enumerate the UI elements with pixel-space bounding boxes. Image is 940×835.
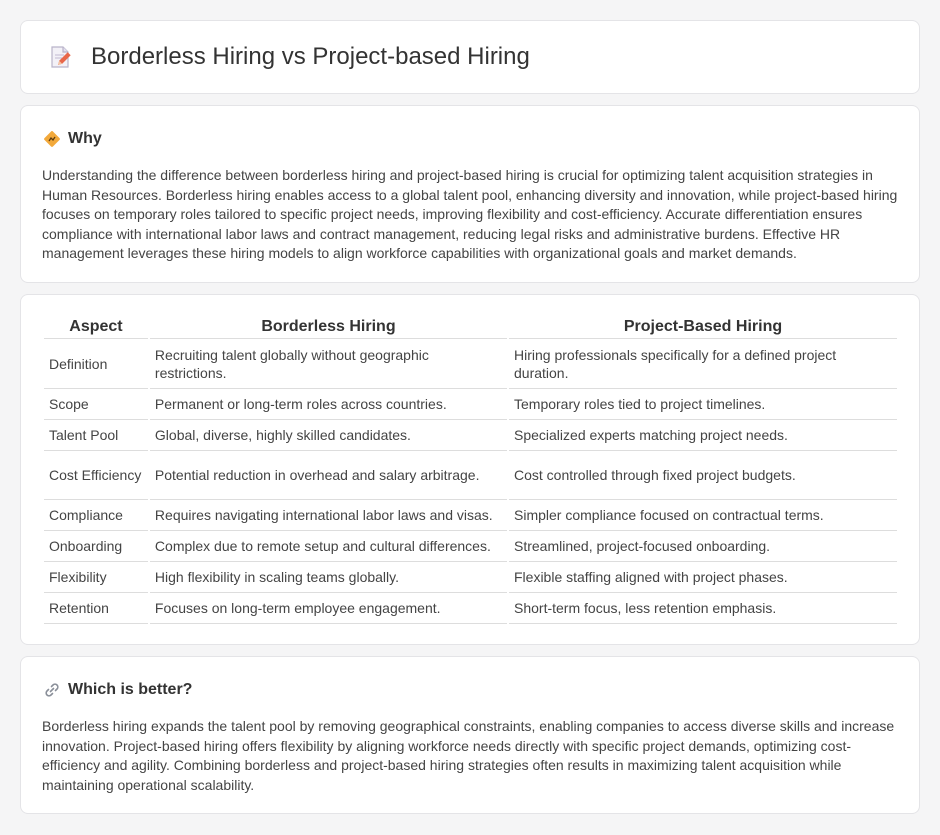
- borderless-cell: Permanent or long-term roles across countries.: [150, 389, 507, 420]
- borderless-cell: Focuses on long-term employee engagement.: [150, 593, 507, 624]
- link-icon: [43, 681, 61, 699]
- document-pencil-icon: [47, 44, 73, 70]
- comparison-card: [20, 294, 920, 645]
- title-card: [20, 20, 920, 94]
- table-row: [44, 451, 897, 500]
- why-section: [20, 105, 920, 283]
- table-row: [44, 531, 897, 562]
- borderless-cell: Global, diverse, highly skilled candidates.: [150, 420, 507, 451]
- table-row: [44, 562, 897, 593]
- table-row: [44, 389, 897, 420]
- header-borderless: Borderless Hiring: [150, 315, 507, 339]
- which-is-better-title: Which is better?: [68, 681, 193, 698]
- project-based-cell: Cost controlled through fixed project budgets.: [509, 451, 897, 500]
- diamond-sign-icon: [43, 130, 61, 148]
- project-based-cell: Short-term focus, less retention emphasis.: [509, 593, 897, 624]
- table-row: [44, 500, 897, 531]
- borderless-cell: High flexibility in scaling teams globally.: [150, 562, 507, 593]
- project-based-cell: Simpler compliance focused on contractual terms.: [509, 500, 897, 531]
- page-title: Borderless Hiring vs Project-based Hiring: [91, 43, 530, 70]
- why-title: Why: [68, 130, 102, 147]
- aspect-cell: Retention: [44, 593, 148, 624]
- aspect-cell: Definition: [44, 339, 148, 389]
- aspect-cell: Cost Efficiency: [44, 451, 148, 500]
- aspect-cell: Compliance: [44, 500, 148, 531]
- comparison-table: [42, 315, 899, 624]
- header-project-based: Project-Based Hiring: [509, 315, 897, 339]
- aspect-cell: Flexibility: [44, 562, 148, 593]
- header-aspect: Aspect: [44, 315, 148, 339]
- project-based-cell: Temporary roles tied to project timelines.: [509, 389, 897, 420]
- project-based-cell: Specialized experts matching project needs.: [509, 420, 897, 451]
- table-row: [44, 593, 897, 624]
- why-text: Understanding the difference between borderless hiring and project-based hiring is crucial for optimizing talent acquisition strategies in Human Resources. Borderless hiring enables access to a global talent pool, enhancing diversity and innovation, while project-based hiring focuses on temporary roles tailored to specific project needs, improving flexibility and cost-efficiency. Accurate differentiation ensures compliance with international labor laws and contract management, reducing legal risks and administrative burdens. Effective HR management leverages these hiring models to align workforce capabilities with organizational goals and market demands.: [42, 167, 898, 262]
- borderless-cell: Complex due to remote setup and cultural differences.: [150, 531, 507, 562]
- borderless-cell: Potential reduction in overhead and salary arbitrage.: [150, 451, 507, 500]
- aspect-cell: Onboarding: [44, 531, 148, 562]
- aspect-cell: Talent Pool: [44, 420, 148, 451]
- table-header-row: [44, 315, 897, 339]
- borderless-cell: Requires navigating international labor laws and visas.: [150, 500, 507, 531]
- which-is-better-section: [20, 656, 920, 814]
- table-row: [44, 420, 897, 451]
- which-is-better-text: Borderless hiring expands the talent pool by removing geographical constraints, enabling companies to access diverse skills and increase innovation. Project-based hiring offers flexibility by aligning workforce needs directly with specific project demands, optimizing cost-efficiency and agility. Combining borderless and project-based hiring strategies often results in maximizing talent acquisition while maintaining operational scalability.: [42, 718, 895, 793]
- project-based-cell: Flexible staffing aligned with project phases.: [509, 562, 897, 593]
- project-based-cell: Streamlined, project-focused onboarding.: [509, 531, 897, 562]
- borderless-cell: Recruiting talent globally without geographic restrictions.: [150, 339, 507, 389]
- aspect-cell: Scope: [44, 389, 148, 420]
- project-based-cell: Hiring professionals specifically for a defined project duration.: [509, 339, 897, 389]
- table-row: [44, 339, 897, 389]
